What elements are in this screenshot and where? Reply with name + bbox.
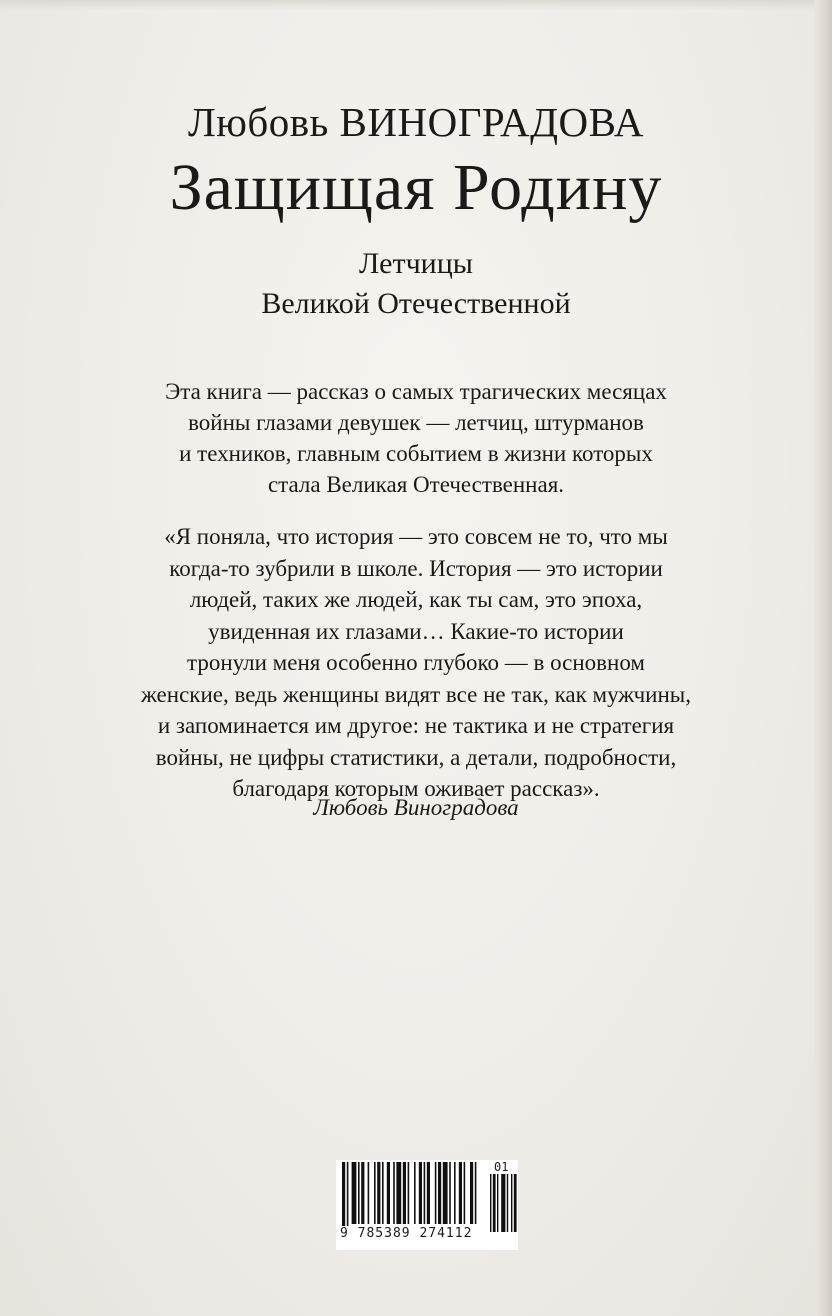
subtitle-line: Летчицы bbox=[359, 247, 473, 280]
quote-line: тронули меня особенно глубоко — в основном bbox=[187, 650, 645, 675]
description-line: Эта книга — рассказ о самых трагических месяцах bbox=[165, 379, 667, 404]
quote-line: женские, ведь женщины видят все не так, как мужчины, bbox=[140, 681, 692, 707]
quote-line: людей, таких же людей, как ты сам, это эпоха, bbox=[189, 587, 643, 612]
quote-line: увиденная их глазами… Какие-то истории bbox=[208, 618, 624, 644]
description-line: стала Великая Отечественная. bbox=[267, 472, 565, 497]
barcode-addon-number: 01 bbox=[494, 1160, 509, 1174]
author-name: Любовь ВИНОГРАДОВА bbox=[187, 99, 645, 145]
book-title: Защищая Родину bbox=[169, 151, 663, 224]
quote-line: «Я поняла, что история — это совсем не то, что мы bbox=[164, 524, 668, 549]
description-line: и техников, главным событием в жизни которых bbox=[179, 441, 653, 466]
description-paragraph bbox=[0, 376, 832, 500]
isbn-number: 9 785389 274112 bbox=[340, 1226, 473, 1241]
description-line: войны глазами девушек — летчиц, штурманов bbox=[188, 410, 644, 435]
quote-signature: Любовь Виноградова bbox=[313, 795, 519, 820]
cover-top-edge bbox=[0, 0, 832, 10]
quote-line: когда-то зубрили в школе. История — это истории bbox=[169, 555, 663, 581]
quote-line: войны, не цифры статистики, а детали, подробности, bbox=[155, 744, 677, 770]
book-subtitle bbox=[0, 244, 832, 324]
quote-line: благодаря которым оживает рассказ». bbox=[232, 776, 600, 801]
quote-paragraph bbox=[0, 521, 832, 805]
subtitle-line: Великой Отечественной bbox=[261, 287, 571, 320]
quote-line: и запоминается им другое: не тактика и не стратегия bbox=[157, 713, 675, 738]
